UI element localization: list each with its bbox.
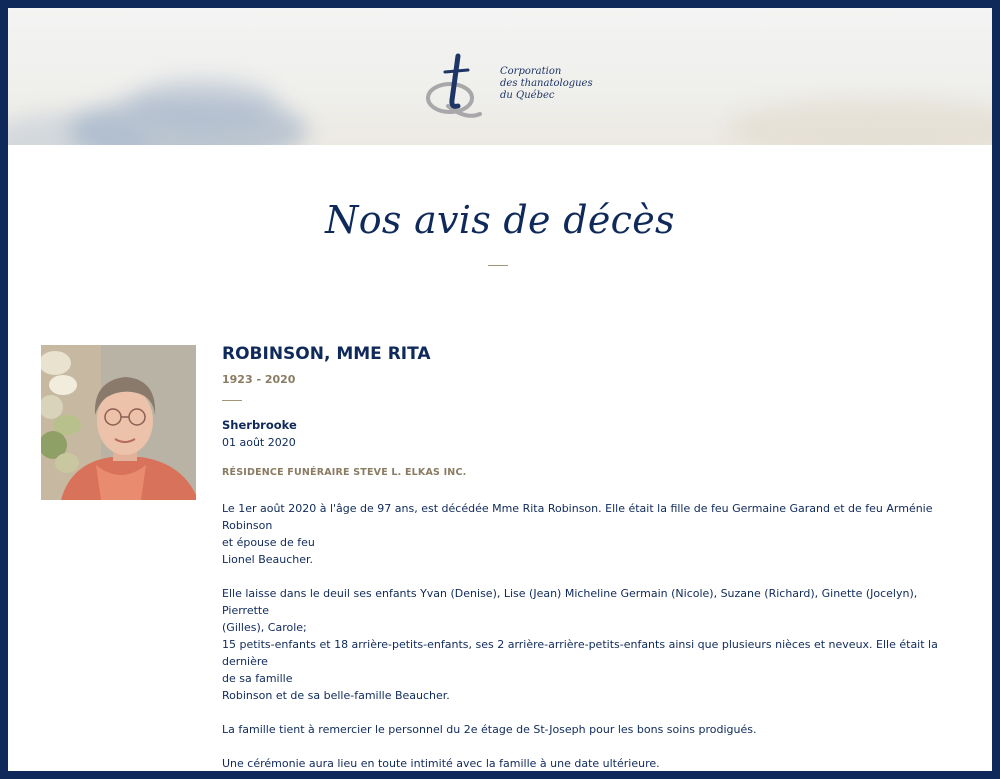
cloud-decoration [128,78,278,133]
text-line: Lionel Beaucher. [222,553,314,566]
text-line: et épouse de feu [222,536,315,549]
logo-wordmark [500,66,593,102]
header-banner [8,8,992,145]
obituary-text [222,500,957,771]
text-line: Une cérémonie aura lieu en toute intimité avec la famille à une date ultérieure. [222,757,660,770]
obituary-paragraph [222,721,957,738]
obituary-paragraph [222,585,957,704]
text-line: (Gilles), Carole; [222,621,307,634]
obituary-paragraph [222,500,957,568]
page-title: Nos avis de décès [325,198,675,242]
city: Sherbrooke [222,418,297,432]
cloud-decoration [728,98,992,145]
life-years: 1923 - 2020 [222,373,296,386]
page-frame [8,8,992,771]
logo-line: du Québec [500,90,555,101]
deceased-photo[interactable] [41,345,196,500]
text-line: 15 petits-enfants et 18 arrière-petits-enfants, ses 2 arrière-arrière-petits-enfants ainsi que plusieurs nièces et neveux. Elle était la dernière [222,638,938,668]
portrait-image [41,345,196,500]
death-date: 01 août 2020 [222,436,296,449]
deceased-name: ROBINSON, MME RITA [222,344,431,364]
text-line: La famille tient à remercier le personnel du 2e étage de St-Joseph pour les bons soins prodigués. [222,723,757,736]
logo-line: des thanatologues [500,78,593,89]
title-divider [488,265,508,266]
corporation-logo[interactable] [418,44,618,124]
text-line: Le 1er août 2020 à l'âge de 97 ans, est décédée Mme Rita Robinson. Elle était la fille de feu Germaine Garand et de feu Arménie Robinson [222,502,933,532]
tq-monogram-icon [418,44,498,124]
text-line: de sa famille [222,672,293,685]
funeral-home-link[interactable]: RÉSIDENCE FUNÉRAIRE STEVE L. ELKAS INC. [222,467,467,478]
logo-line: Corporation [500,66,562,77]
text-line: Robinson et de sa belle-famille Beaucher. [222,689,450,702]
text-line: Elle laisse dans le deuil ses enfants Yvan (Denise), Lise (Jean) Micheline Germain (Nicole), Suzane (Richard), Ginette (Jocelyn), Pierrette [222,587,918,617]
obituary-paragraph [222,755,957,771]
name-divider [222,400,242,401]
